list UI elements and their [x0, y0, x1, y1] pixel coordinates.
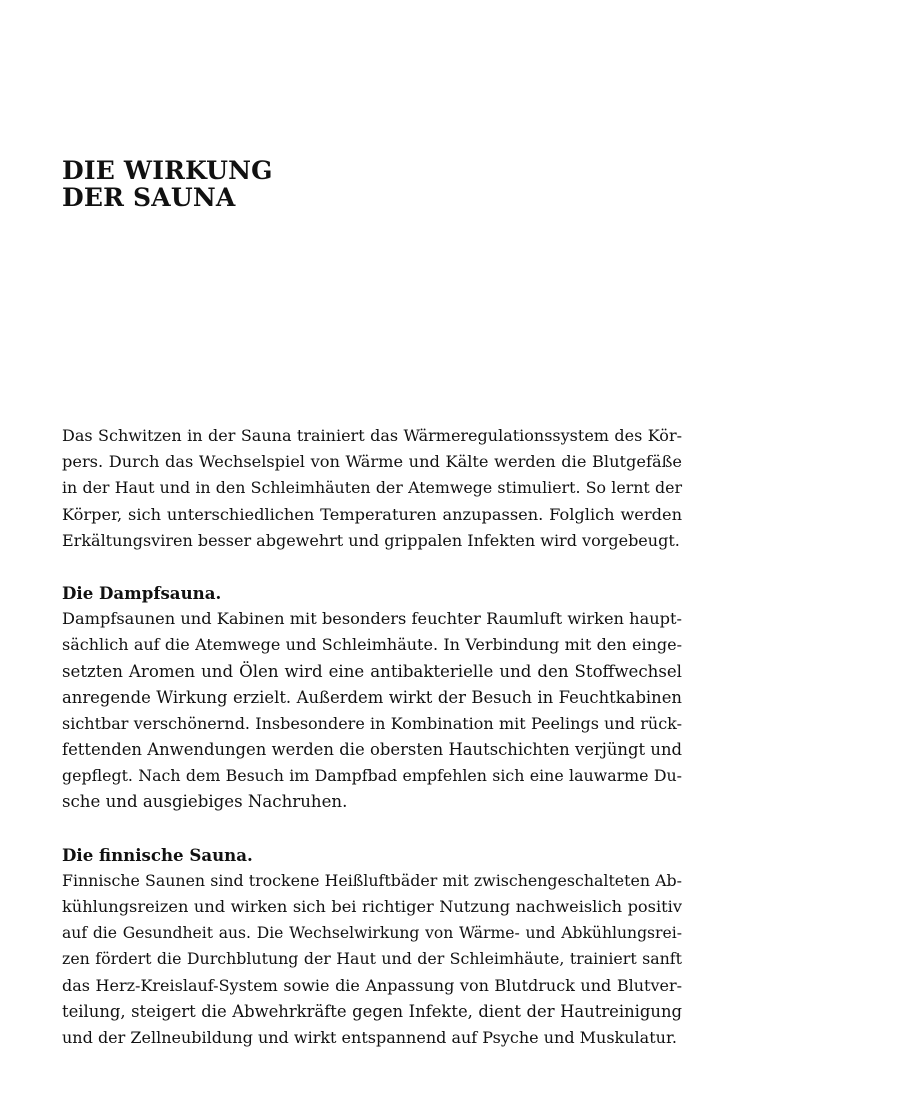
text-line: Körper, sich unterschiedlichen Temperaturen anzupassen. Folglich werden	[62, 504, 682, 524]
text-line: Dampfsaunen und Kabinen mit besonders feuchter Raumluft wirken haupt-	[62, 609, 682, 629]
page-title-line-1: DIE WIRKUNG	[62, 156, 273, 185]
paragraph-gap	[62, 816, 682, 842]
page-title	[62, 157, 273, 211]
text-line: teilung, steigert die Abwehrkräfte gegen Infekte, dient der Hautreinigung	[62, 1001, 682, 1021]
text-line: in der Haut und in den Schleimhäuten der Atemwege stimuliert. So lernt der	[62, 478, 682, 498]
text-line: anregende Wirkung erzielt. Außerdem wirkt der Besuch in Feuchtkabinen	[62, 687, 682, 707]
body-text	[62, 423, 682, 1051]
section-heading-finnische-sauna: Die finnische Sauna.	[62, 844, 253, 865]
text-line: pers. Durch das Wechselspiel von Wärme und Kälte werden die Blutgefäße	[62, 452, 682, 472]
dampfsauna-section	[62, 580, 682, 816]
text-line: auf die Gesundheit aus. Die Wechselwirkung von Wärme- und Abkühlungsrei-	[62, 924, 682, 943]
text-line: sichtbar verschönernd. Insbesondere in Kombination mit Peelings und rück-	[62, 713, 682, 733]
intro-paragraph	[62, 423, 682, 554]
text-line: fettenden Anwendungen werden die obersten Hautschichten verjüngt und	[62, 740, 682, 760]
text-line: setzten Aromen und Ölen wird eine antibakterielle und den Stoffwechsel	[62, 661, 682, 681]
text-line: kühlungsreizen und wirken sich bei richtiger Nutzung nachweislich positiv	[62, 897, 682, 916]
text-line: Das Schwitzen in der Sauna trainiert das Wärmeregulationssystem des Kör-	[62, 426, 682, 445]
text-line: das Herz-Kreislauf-System sowie die Anpassung von Blutdruck und Blutver-	[62, 975, 682, 995]
finnische-sauna-section	[62, 842, 682, 1052]
text-line: und der Zellneubildung und wirkt entspannend auf Psyche und Muskulatur.	[62, 1027, 677, 1047]
text-line: zen fördert die Durchblutung der Haut und der Schleimhäute, trainiert sanft	[62, 949, 682, 969]
text-line: sächlich auf die Atemwege und Schleimhäute. In Verbindung mit den einge-	[62, 635, 682, 655]
section-heading-dampfsauna: Die Dampfsauna.	[62, 582, 222, 603]
text-line: Finnische Saunen sind trockene Heißluftbäder mit zwischengeschalteten Ab-	[62, 870, 682, 890]
text-line: sche und ausgiebiges Nachruhen.	[62, 792, 348, 812]
text-line: gepflegt. Nach dem Besuch im Dampfbad empfehlen sich eine lauwarme Du-	[62, 766, 682, 786]
page-title-line-2: DER SAUNA	[62, 183, 236, 212]
text-line: Erkältungsviren besser abgewehrt und grippalen Infekten wird vorgebeugt.	[62, 530, 680, 550]
paragraph-gap	[62, 554, 682, 580]
